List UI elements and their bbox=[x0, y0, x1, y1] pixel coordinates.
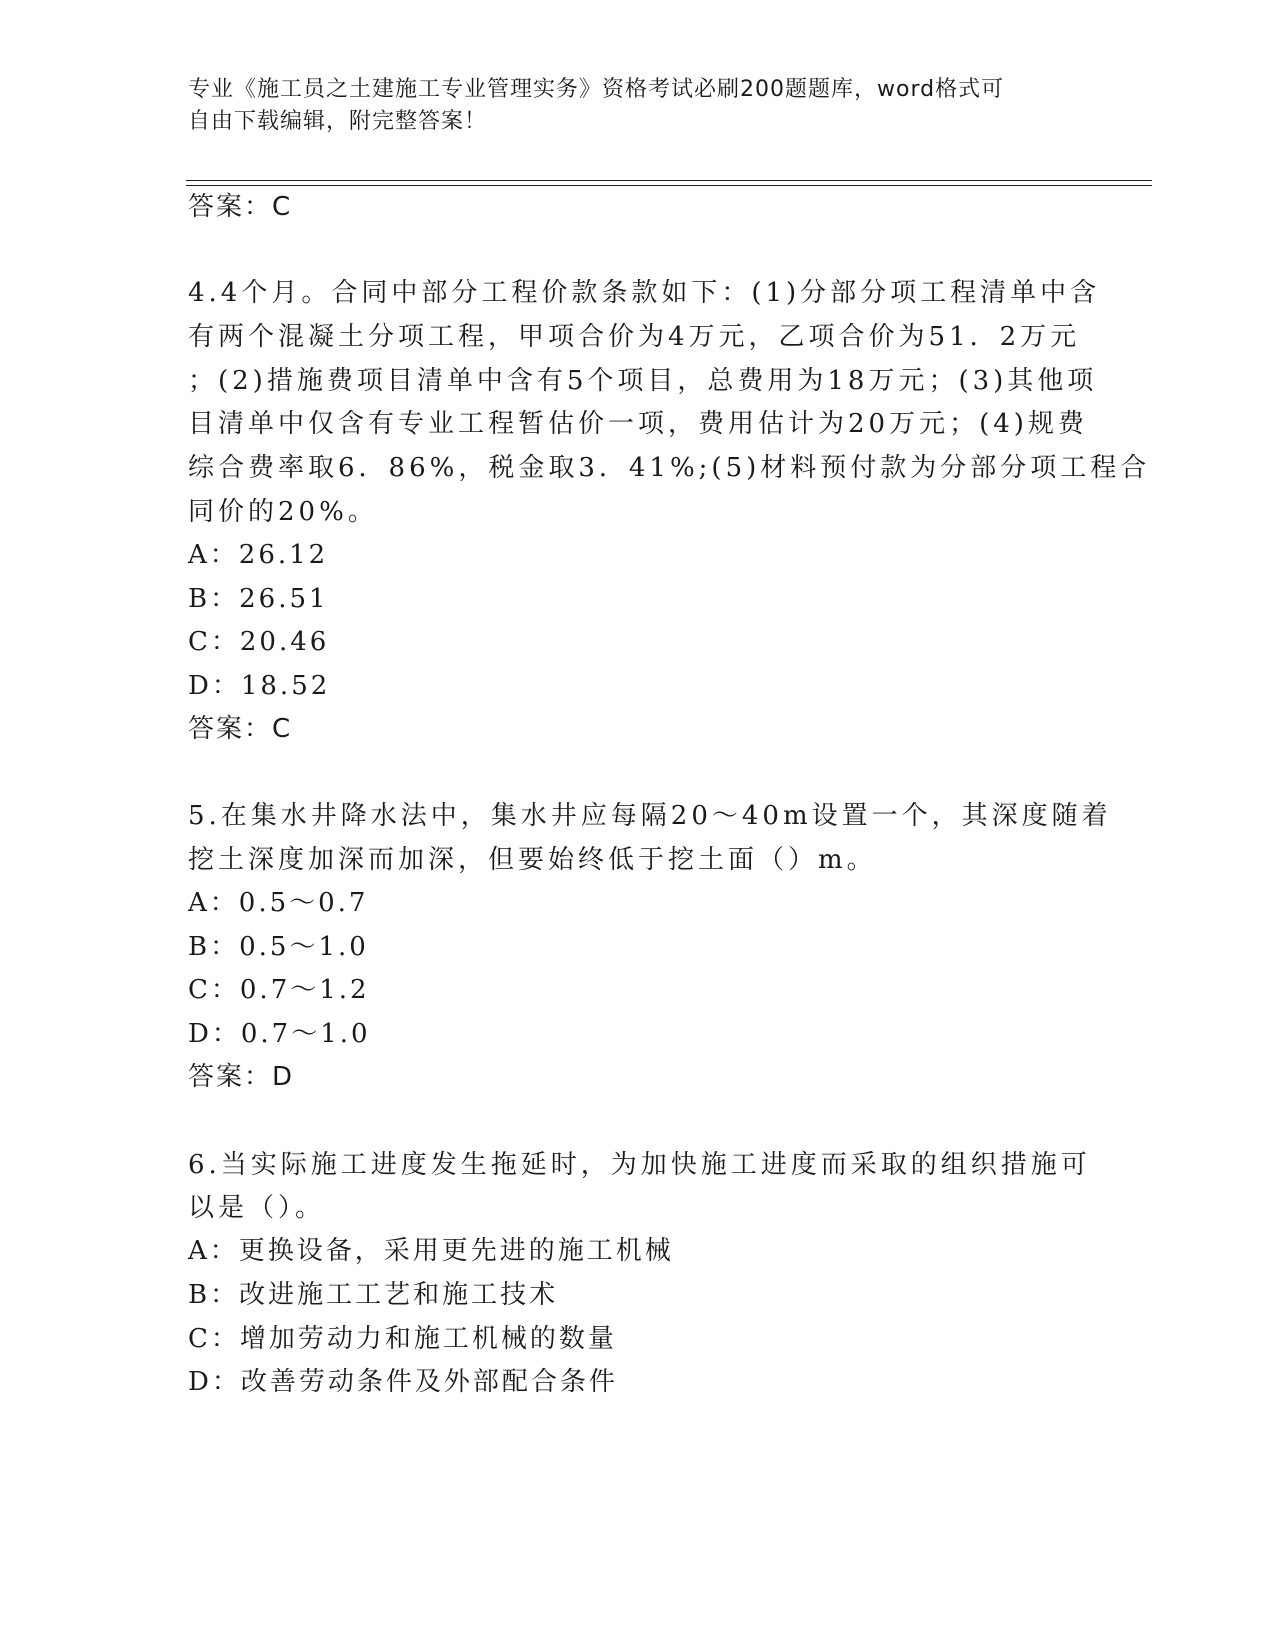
answer-label: 答案：C bbox=[188, 192, 293, 222]
question-text-line: 目清单中仅含有专业工程暂估价一项，费用估计为20万元；(4)规费 bbox=[188, 409, 1088, 439]
header-divider-top bbox=[186, 180, 1152, 181]
option-a: A：0.5～0.7 bbox=[188, 888, 369, 918]
answer-label: 答案：D bbox=[188, 1062, 295, 1092]
option-c: C：20.46 bbox=[188, 627, 330, 657]
question-text-line: 同价的20%。 bbox=[188, 497, 378, 527]
option-a: A：26.12 bbox=[188, 540, 329, 570]
option-b: B：改进施工工艺和施工技术 bbox=[188, 1280, 559, 1310]
question-text-line: 5.在集水井降水法中，集水井应每隔20～40m设置一个，其深度随着 bbox=[188, 801, 1112, 831]
option-b: B：26.51 bbox=[188, 584, 329, 614]
header-divider-bottom bbox=[186, 185, 1152, 186]
option-d: D：18.52 bbox=[188, 671, 331, 701]
question-text-line: 综合费率取6．86%，税金取3．41%;(5)材料预付款为分部分项工程合 bbox=[188, 453, 1151, 483]
question-text-line: 6.当实际施工进度发生拖延时，为加快施工进度而采取的组织措施可 bbox=[188, 1150, 1091, 1180]
answer-label: 答案：C bbox=[188, 714, 293, 744]
question-text-line: 有两个混凝土分项工程，甲项合价为4万元，乙项合价为51．2万元 bbox=[188, 322, 1081, 352]
document-header bbox=[188, 74, 1068, 138]
question-text-line: ；(2)措施费项目清单中含有5个项目，总费用为18万元；(3)其他项 bbox=[188, 366, 1098, 396]
header-line-2: 自由下载编辑，附完整答案！ bbox=[188, 109, 488, 134]
question-text-line: 4.4个月。合同中部分工程价款条款如下：(1)分部分项工程清单中含 bbox=[188, 278, 1101, 308]
header-line-1: 专业《施工员之土建施工专业管理实务》资格考试必刷200题题库，word格式可 bbox=[188, 77, 1005, 102]
question-text-line: 以是（）。 bbox=[188, 1193, 326, 1223]
question-text-line: 挖土深度加深而加深，但要始终低于挖土面（）m。 bbox=[188, 845, 877, 875]
option-c: C：0.7～1.2 bbox=[188, 975, 370, 1005]
option-c: C：增加劳动力和施工机械的数量 bbox=[188, 1324, 617, 1354]
option-d: D：0.7～1.0 bbox=[188, 1019, 371, 1049]
option-d: D：改善劳动条件及外部配合条件 bbox=[188, 1367, 618, 1397]
option-b: B：0.5～1.0 bbox=[188, 932, 369, 962]
option-a: A：更换设备，采用更先进的施工机械 bbox=[188, 1236, 674, 1266]
